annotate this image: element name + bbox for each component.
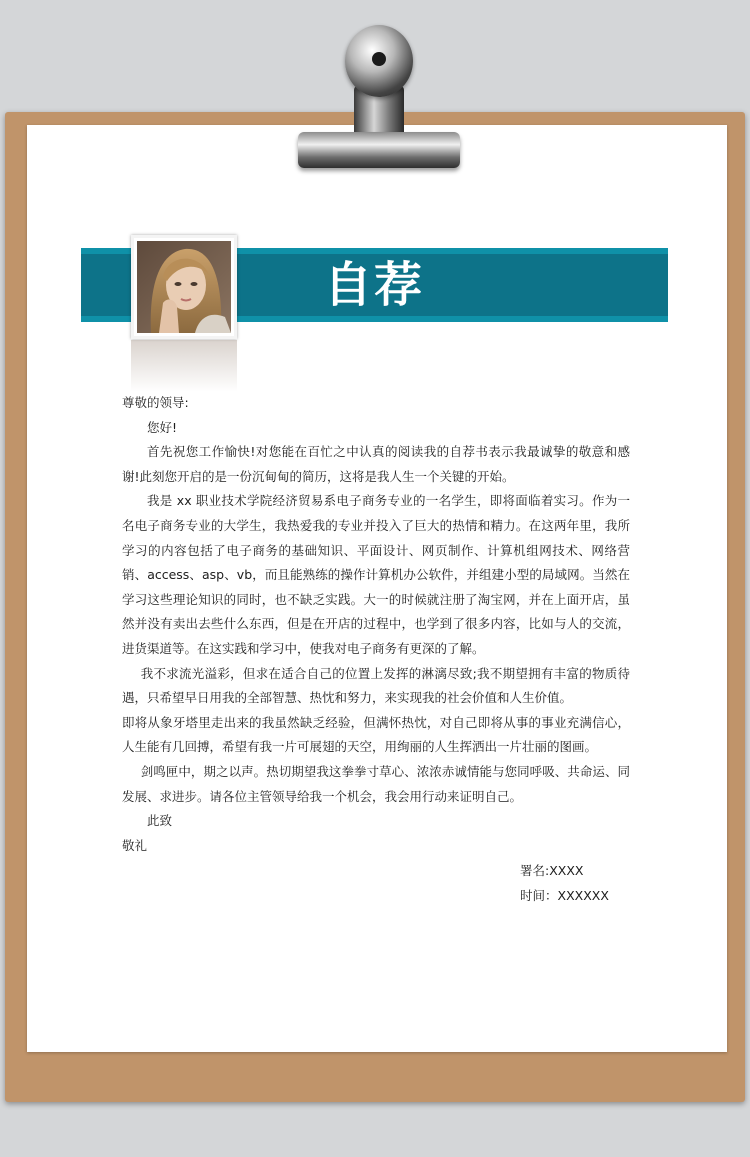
profile-photo-frame: [131, 235, 237, 339]
clip-hole: [372, 52, 386, 66]
salutation: 尊敬的领导:: [122, 395, 189, 410]
letter-body: [122, 391, 630, 858]
closing-salute: 敬礼: [122, 837, 148, 853]
paragraph-4: 即将从象牙塔里走出来的我虽然缺乏经验，但满怀热忱，对自己即将从事的事业充满信心，人生能有几回搏，希望有我一片可展翅的天空，用绚丽的人生挥洒出一片壮丽的图画。: [122, 714, 630, 755]
paragraph-5: 剑鸣匣中，期之以声。热切期望我这拳拳寸草心、浓浓赤诚情能与您同呼吸、共命运、同发展、求进步。请各位主管领导给我一个机会，我会用行动来证明自己。: [122, 763, 630, 804]
signature-date: 时间：XXXXXX: [520, 888, 609, 903]
profile-photo: [137, 241, 231, 333]
clip-base: [298, 132, 460, 168]
paragraph-3: 我不求流光溢彩，但求在适合自己的位置上发挥的淋漓尽致;我不期望拥有丰富的物质待遇，只希望早日用我的全部智慧、热忱和努力，来实现我的社会价值和人生价值。: [122, 665, 630, 706]
page-title: 自荐信: [323, 257, 424, 379]
paragraph-2: 我是 xx 职业技术学院经济贸易系电子商务专业的一名学生，即将面临着实习。作为一名电子商务专业的大学生，我热爱我的专业并投入了巨大的热情和精力。在这两年里，我所学习的内容包括了电子商务的基础知识、平面设计、网页制作、计算机组网技术、网络营销、access、asp、vb，而且能熟练的操作计算机办公软件，并组建小型的局域网。当然在学习这些理论知识的同时，也不缺乏实践。大一的时候就注册了淘宝网，并在上面开店，虽然并没有卖出去些什么东西，但是在开店的过程中，也学到了很多内容，比如与人的交流，进货渠道等。在这实践和学习中，使我对电子商务有更深的了解。: [122, 493, 630, 656]
signature-block: [520, 858, 609, 908]
paragraph-1: 首先祝您工作愉快!对您能在百忙之中认真的阅读我的自荐书表示我最诚挚的敬意和感谢!此刻您开启的是一份沉甸甸的简历，这将是我人生一个关键的开始。: [122, 444, 630, 484]
closing-regards: 此致: [147, 813, 173, 829]
signature-name: 署名:XXXX: [520, 863, 584, 878]
greeting: 您好!: [147, 419, 178, 435]
photo-reflection: [131, 340, 237, 392]
portrait-illustration: [137, 241, 231, 333]
